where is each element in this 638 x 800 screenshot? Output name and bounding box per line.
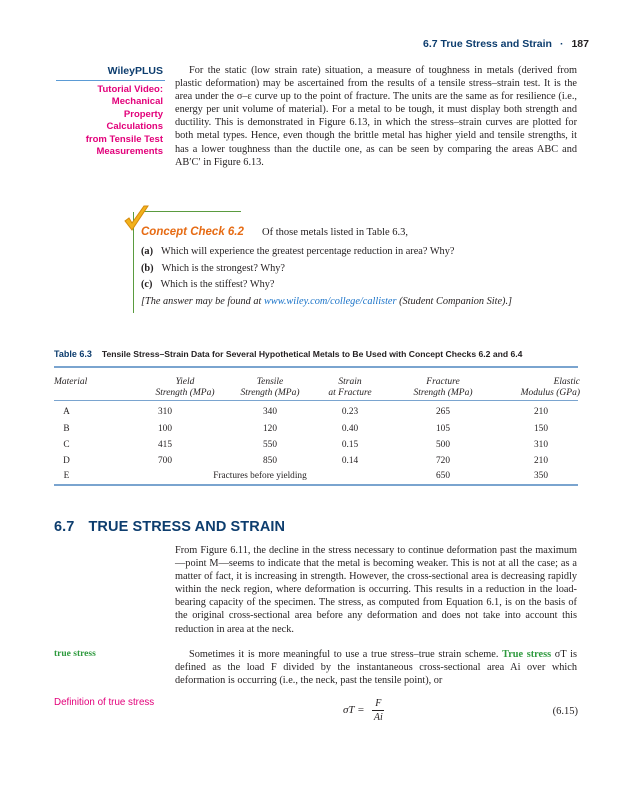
table-header-strain: Strain at Fracture bbox=[328, 377, 372, 398]
tutorial-note-line: Mechanical bbox=[111, 96, 163, 108]
table-number: Table 6.3 bbox=[54, 349, 92, 359]
p3-term: True stress bbox=[502, 649, 552, 660]
section-number: 6.7 bbox=[54, 519, 75, 535]
concept-check-answer bbox=[141, 296, 512, 307]
equation-denominator: Ai bbox=[373, 712, 383, 723]
concept-check-question: Of those metals listed in Table 6.3, bbox=[262, 227, 409, 238]
tutorial-note-line: Tutorial Video: bbox=[97, 84, 163, 95]
table-bottom-rule bbox=[54, 484, 578, 486]
concept-check-top-rule bbox=[141, 211, 241, 212]
item-text: Which is the strongest? Why? bbox=[161, 263, 285, 274]
section-title: TRUE STRESS AND STRAIN bbox=[88, 519, 286, 535]
item-text: Which will experience the greatest percentage reduction in area? Why? bbox=[161, 246, 455, 257]
answer-suffix: (Student Companion Site).] bbox=[396, 296, 513, 307]
page-number: 187 bbox=[571, 38, 589, 50]
equation-fraction bbox=[372, 698, 384, 723]
concept-check-item bbox=[141, 246, 454, 257]
tutorial-video-note[interactable] bbox=[33, 84, 163, 158]
definition-margin-note: Definition of true stress bbox=[54, 697, 155, 708]
concept-check-title: Concept Check 6.2 bbox=[141, 226, 244, 238]
item-label: (a) bbox=[141, 246, 154, 257]
tutorial-note-line: Calculations bbox=[106, 121, 163, 133]
p3-rest: σT is defined as the load F divided by the instantaneous cross-sectional area Ai over which deformation is occurring (i.e., the neck, past the tensile point), or bbox=[175, 649, 577, 687]
equation-lhs: σT = bbox=[343, 704, 365, 717]
answer-prefix: [The answer may be found at bbox=[141, 296, 264, 307]
wileyplus-rule bbox=[56, 80, 165, 81]
table-header-fracture: Fracture Strength (MPa) bbox=[413, 377, 473, 398]
table-header-rule bbox=[54, 400, 578, 401]
p3-lead: Sometimes it is more meaningful to use a true stress–true strain scheme. bbox=[189, 649, 503, 660]
answer-link[interactable]: www.wiley.com/college/callister bbox=[264, 296, 397, 307]
table-header-modulus: Elastic Modulus (GPa) bbox=[520, 377, 580, 398]
tutorial-note-line: Property bbox=[123, 108, 163, 120]
table-header-tensile: Tensile Strength (MPa) bbox=[240, 377, 300, 398]
equation-numerator: F bbox=[372, 698, 384, 711]
table-top-rule bbox=[54, 366, 578, 368]
table-header-yield: Yield Strength (MPa) bbox=[155, 377, 215, 398]
true-stress-equation bbox=[343, 698, 384, 723]
item-text: Which is the stiffest? Why? bbox=[160, 279, 275, 290]
concept-check-item bbox=[141, 279, 274, 290]
true-stress-margin-term: true stress bbox=[54, 649, 96, 659]
concept-check-item bbox=[141, 263, 285, 274]
table-header-material: Material bbox=[54, 377, 88, 387]
true-stress-paragraph bbox=[175, 648, 577, 687]
wileyplus-label: WileyPLUS bbox=[107, 65, 163, 77]
item-label: (c) bbox=[141, 279, 153, 290]
decline-paragraph: From Figure 6.11, the decline in the stress necessary to continue deformation past the maximum—point M—seems to indicate that the metal is becoming weaker. This is not at all the case; as a matter of fact, it is increasing in strength. However, the cross-sectional area is decreasing rapidly within the neck region, where deformation is occurring. This results in a reduction in the load-bearing capacity of the specimen. The stress, as computed from Equation 6.1, is on the basis of the original cross-sectional area before any deformation and does not take into account this reduction in area at the neck. bbox=[175, 545, 577, 635]
table-caption bbox=[54, 349, 522, 359]
running-head-separator: · bbox=[559, 38, 564, 50]
running-head bbox=[423, 38, 589, 50]
section-heading bbox=[54, 519, 285, 535]
item-label: (b) bbox=[141, 263, 154, 274]
tutorial-note-line: Measurements bbox=[96, 146, 163, 158]
equation-number: (6.15) bbox=[552, 706, 578, 717]
table-caption-text: Tensile Stress–Strain Data for Several Hypothetical Metals to Be Used with Concept Checks 6.2 and 6.4 bbox=[101, 349, 523, 359]
running-head-section: 6.7 True Stress and Strain bbox=[423, 38, 552, 50]
toughness-paragraph: For the static (low strain rate) situation, a measure of toughness in metals (derived from plastic deformation) may be ascertained from the results of a tensile stress–strain test. It is the area under the σ–ε curve up to the point of fracture. The units are the same as for resilience (i.e., energy per unit volume of material). For a metal to be tough, it must display both strength and ductility. This is demonstrated in Figure 6.13, in which the stress–strain curves are plotted for both metal types. Hence, even though the brittle metal has higher yield and tensile strengths, it has a lower toughness than the ductile one, as can be seen by comparing the areas ABC and AB′C′ in Figure 6.13. bbox=[175, 65, 577, 168]
tutorial-note-line: from Tensile Test bbox=[85, 133, 163, 145]
